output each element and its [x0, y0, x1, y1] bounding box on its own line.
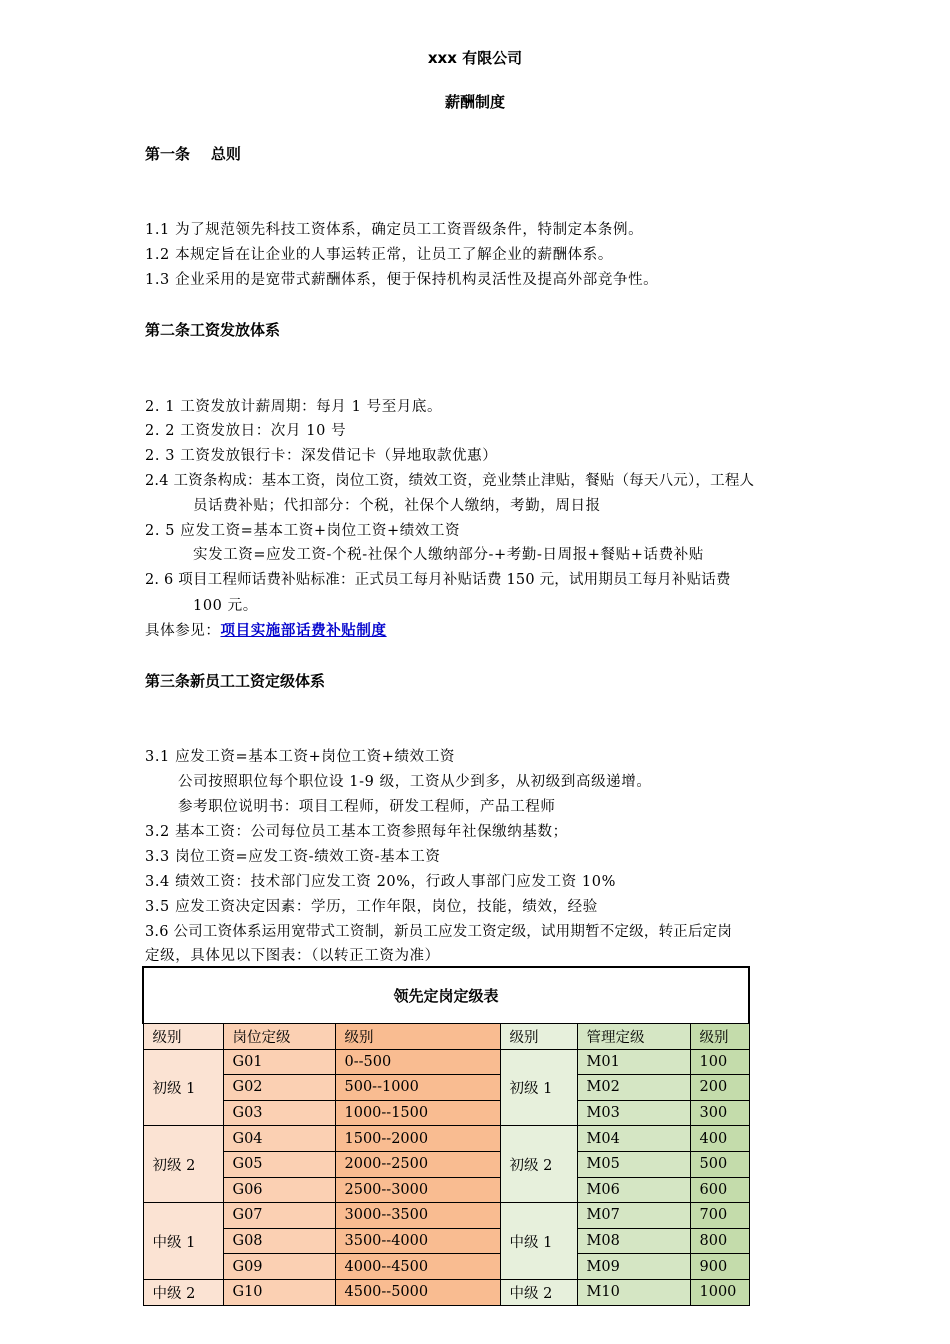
- paragraph-3-2: 3.2 基本工资：公司每位员工基本工资参照每年社保缴纳基数；: [145, 824, 568, 840]
- paragraph-2-4: 2.4 工资条构成：基本工资，岗位工资，绩效工资，竞业禁止津贴，餐贴（每天八元），工程人: [145, 473, 755, 489]
- management-grade: M08: [577, 1228, 690, 1254]
- position-grade: G03: [223, 1100, 335, 1126]
- paragraph-3-1-cont: 公司按照职位每个职位设 1-9 级，工资从少到多，从初级到高级递增。: [178, 774, 652, 790]
- group-label: 初级 2: [143, 1126, 223, 1203]
- paragraph-2-5-cont: 实发工资=应发工资-个税-社保个人缴纳部分-+考勤-日周报+餐贴+话费补贴: [193, 547, 704, 563]
- paragraph-2-3: 2. 3 工资发放银行卡：深发借记卡（异地取款优惠）: [145, 448, 498, 464]
- paragraph-1-3: 1.3 企业采用的是宽带式薪酬体系，便于保持机构灵活性及提高外部竞争性。: [145, 272, 659, 288]
- paragraph-2-2: 2. 2 工资发放日：次月 10 号: [145, 423, 347, 439]
- management-grade: M02: [577, 1075, 690, 1101]
- paragraph-3-6-cont: 定级，具体见以下图表：（以转正工资为准）: [145, 948, 440, 964]
- header-cell: 级别: [335, 1024, 500, 1050]
- paragraph-3-6: 3.6 公司工资体系运用宽带式工资制，新员工应发工资定级，试用期暂不定级，转正后定岗: [145, 924, 733, 940]
- position-grade: G01: [223, 1049, 335, 1075]
- salary-range: 500--1000: [335, 1075, 500, 1101]
- salary-range: 4500--5000: [335, 1279, 500, 1305]
- salary-range: 1500--2000: [335, 1126, 500, 1152]
- management-value: 700: [690, 1203, 749, 1229]
- management-grade: M09: [577, 1254, 690, 1280]
- table-row: [143, 1254, 749, 1280]
- management-value: 1000: [690, 1279, 749, 1305]
- phone-subsidy-policy-link[interactable]: 项目实施部话费补贴制度: [220, 623, 387, 639]
- management-grade: M01: [577, 1049, 690, 1075]
- paragraph-3-4: 3.4 绩效工资：技术部门应发工资 20%，行政人事部门应发工资 10%: [145, 874, 616, 890]
- position-grade: G04: [223, 1126, 335, 1152]
- management-value: 900: [690, 1254, 749, 1280]
- table-row: [143, 1177, 749, 1203]
- table-row: [143, 1075, 749, 1101]
- paragraph-2-6-cont: 100 元。: [193, 598, 258, 614]
- reference-line: [145, 619, 387, 640]
- table-row: [143, 1228, 749, 1254]
- header-cell: 管理定级: [577, 1024, 690, 1050]
- table-header-row: [143, 1024, 749, 1050]
- position-grade: G07: [223, 1203, 335, 1229]
- header-cell: 级别: [500, 1024, 577, 1050]
- management-value: 400: [690, 1126, 749, 1152]
- paragraph-2-4-cont: 员话费补贴；代扣部分：个税，社保个人缴纳，考勤，周日报: [193, 498, 601, 514]
- management-grade: M07: [577, 1203, 690, 1229]
- position-grade: G02: [223, 1075, 335, 1101]
- management-value: 200: [690, 1075, 749, 1101]
- position-grade: G10: [223, 1279, 335, 1305]
- company-name: xxx 有限公司: [427, 49, 523, 67]
- salary-range: 3000--3500: [335, 1203, 500, 1229]
- position-grade: G06: [223, 1177, 335, 1203]
- section-3-heading: 第三条新员工工资定级体系: [145, 672, 326, 690]
- paragraph-2-5: 2. 5 应发工资=基本工资+岗位工资+绩效工资: [145, 523, 461, 539]
- section-2-heading: 第二条工资发放体系: [145, 321, 281, 339]
- position-grade: G05: [223, 1151, 335, 1177]
- paragraph-1-2: 1.2 本规定旨在让企业的人事运转正常，让员工了解企业的薪酬体系。: [145, 247, 613, 263]
- management-group-label: 中级 2: [500, 1279, 577, 1305]
- management-grade: M05: [577, 1151, 690, 1177]
- group-label: 初级 1: [143, 1049, 223, 1126]
- management-value: 600: [690, 1177, 749, 1203]
- section-1-heading: 第一条 总则: [145, 145, 241, 163]
- salary-range: 3500--4000: [335, 1228, 500, 1254]
- paragraph-2-6: 2. 6 项目工程师话费补贴标准：正式员工每月补贴话费 150 元，试用期员工每月补贴话费: [145, 572, 731, 588]
- position-grade: G09: [223, 1254, 335, 1280]
- group-label: 中级 1: [143, 1203, 223, 1280]
- table-row: [143, 1100, 749, 1126]
- management-grade: M10: [577, 1279, 690, 1305]
- table-row: [143, 1203, 749, 1229]
- paragraph-3-1-ref: 参考职位说明书：项目工程师，研发工程师，产品工程师: [178, 799, 556, 815]
- paragraph-3-3: 3.3 岗位工资=应发工资-绩效工资-基本工资: [145, 849, 441, 865]
- table-row: [143, 1151, 749, 1177]
- salary-range: 0--500: [335, 1049, 500, 1075]
- salary-range: 2000--2500: [335, 1151, 500, 1177]
- reference-label: 具体参见：: [145, 623, 221, 639]
- document-title: 薪酬制度: [444, 93, 505, 111]
- paragraph-3-5: 3.5 应发工资决定因素：学历，工作年限，岗位，技能，绩效，经验: [145, 899, 598, 915]
- management-group-label: 中级 1: [500, 1203, 577, 1280]
- position-grade: G08: [223, 1228, 335, 1254]
- table-row: [143, 1049, 749, 1075]
- management-group-label: 初级 1: [500, 1049, 577, 1126]
- paragraph-2-1: 2. 1 工资发放计薪周期：每月 1 号至月底。: [145, 399, 443, 415]
- paragraph-1-1: 1.1 为了规范领先科技工资体系，确定员工工资晋级条件，特制定本条例。: [145, 222, 644, 238]
- management-grade: M04: [577, 1126, 690, 1152]
- table-row: [143, 1279, 749, 1305]
- management-value: 800: [690, 1228, 749, 1254]
- header-cell: 岗位定级: [223, 1024, 335, 1050]
- paragraph-3-1: 3.1 应发工资=基本工资+岗位工资+绩效工资: [145, 749, 455, 765]
- management-value: 100: [690, 1049, 749, 1075]
- management-grade: M03: [577, 1100, 690, 1126]
- management-value: 300: [690, 1100, 749, 1126]
- header-cell: 级别: [690, 1024, 749, 1050]
- management-value: 500: [690, 1151, 749, 1177]
- management-grade: M06: [577, 1177, 690, 1203]
- table-row: [143, 1126, 749, 1152]
- table-caption-row: [143, 967, 749, 1024]
- management-group-label: 初级 2: [500, 1126, 577, 1203]
- grade-table: [142, 966, 750, 1306]
- salary-range: 4000--4500: [335, 1254, 500, 1280]
- salary-range: 2500--3000: [335, 1177, 500, 1203]
- group-label: 中级 2: [143, 1279, 223, 1305]
- table-caption: 领先定岗定级表: [143, 967, 749, 1024]
- header-cell: 级别: [143, 1024, 223, 1050]
- salary-range: 1000--1500: [335, 1100, 500, 1126]
